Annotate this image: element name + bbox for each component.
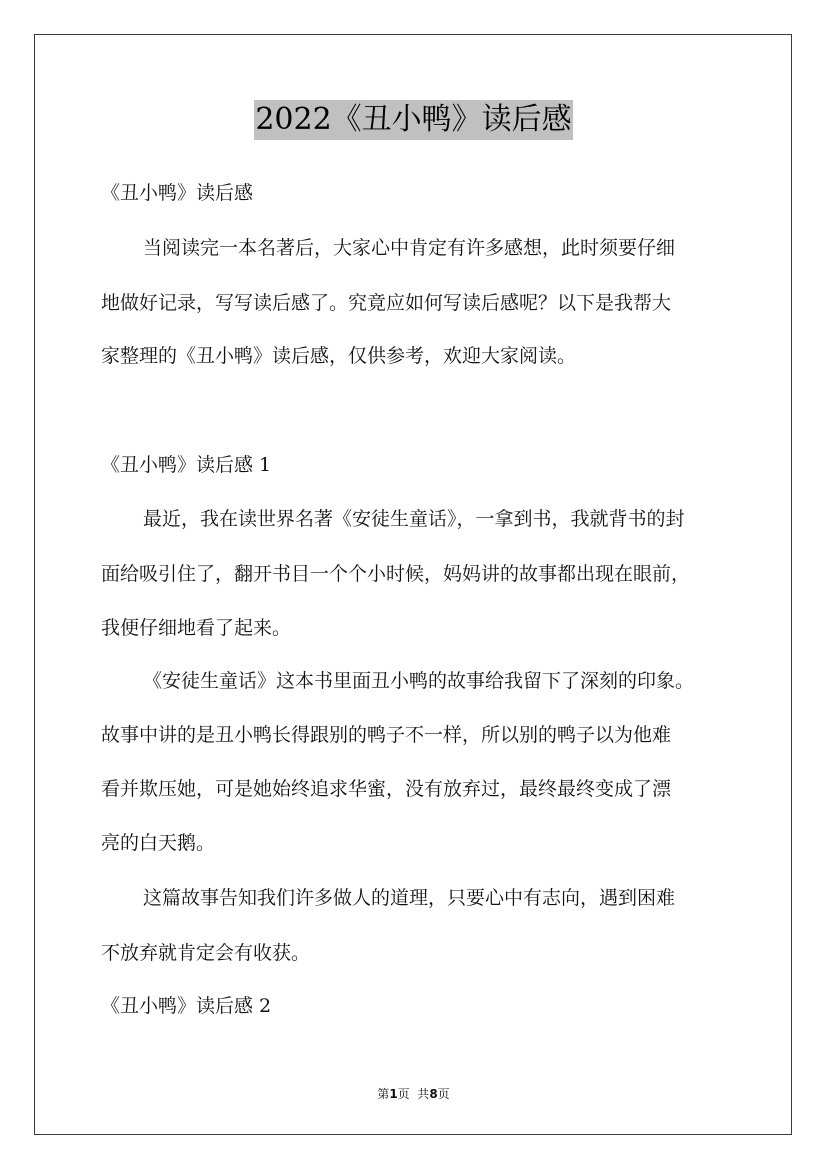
paragraph-line: 当阅读完一本名著后，大家心中肯定有许多感想，此时须要仔细 [143, 237, 676, 259]
heading-intro: 《丑小鸭》读后感 [101, 182, 254, 204]
paragraph-line: 《安徒生童话》这本书里面丑小鸭的故事给我留下了深刻的印象。 [143, 670, 695, 692]
title-container [0, 100, 827, 140]
paragraph-line: 不放弃就肯定会有收获。 [101, 942, 311, 964]
paragraph-line: 我便仔细地看了起来。 [101, 617, 292, 639]
paragraph-line: 面给吸引住了，翻开书目一个个小时候，妈妈讲的故事都出现在眼前， [101, 563, 691, 585]
paragraph-line: 故事中讲的是丑小鸭长得跟别的鸭子不一样，所以别的鸭子以为他难 [101, 724, 672, 746]
page-footer [0, 1085, 827, 1102]
paragraph-line: 最近，我在读世界名著《安徒生童话》，一拿到书，我就背书的封 [143, 508, 685, 530]
paragraph-line: 这篇故事告知我们许多做人的道理，只要心中有志向，遇到困难 [143, 887, 676, 909]
paragraph-line: 家整理的《丑小鸭》读后感，仅供参考，欢迎大家阅读。 [101, 345, 577, 367]
paragraph-line: 亮的白天鹅。 [101, 832, 216, 854]
document-title: 2022《丑小鸭》读后感 [254, 100, 572, 140]
current-page-number: 1 [389, 1087, 398, 1101]
page-mid: 页 共 [397, 1087, 430, 1101]
page-prefix: 第 [377, 1087, 390, 1101]
total-pages-number: 8 [429, 1087, 438, 1101]
paragraph-line: 地做好记录，写写读后感了。究竟应如何写读后感呢？以下是我帮大 [101, 292, 672, 314]
paragraph-line: 看并欺压她，可是她始终追求华蜜，没有放弃过，最终最终变成了漂 [101, 778, 672, 800]
heading-section-2: 《丑小鸭》读后感 2 [101, 995, 272, 1017]
heading-section-1: 《丑小鸭》读后感 1 [101, 454, 272, 476]
page-suffix: 页 [437, 1087, 450, 1101]
